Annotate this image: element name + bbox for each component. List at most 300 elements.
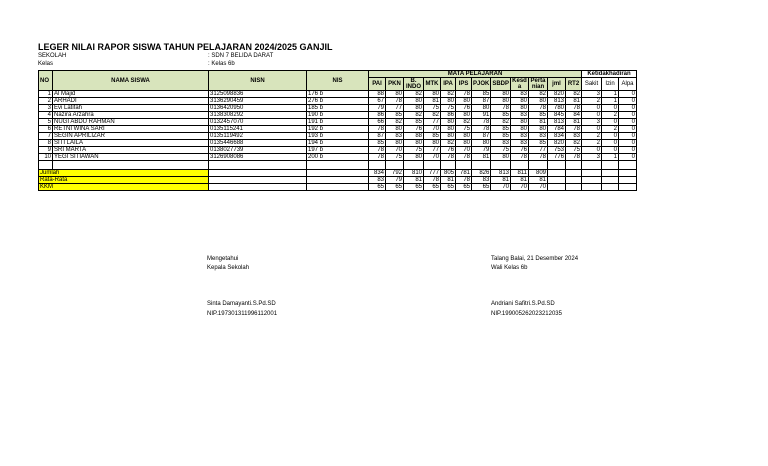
score-cell: 78 <box>472 119 491 126</box>
sign-right-line2: Wali Kelas 6b <box>491 265 528 271</box>
row-no: 8 <box>39 140 53 147</box>
score-cell: 70 <box>456 147 472 154</box>
score-cell: 81 <box>529 119 548 126</box>
sign-right-nip: NIP.199005262023212035 <box>491 311 562 317</box>
header-alpa: Alpa <box>619 78 637 91</box>
absence-cell: 2 <box>582 98 602 105</box>
summary-value: 65 <box>424 184 441 191</box>
absence-cell: 2 <box>602 126 619 133</box>
absence-cell: 0 <box>602 119 619 126</box>
score-cell: 80 <box>491 154 511 161</box>
student-name: SEGIN APRILIZAR <box>53 133 209 140</box>
score-cell: 78 <box>456 91 472 98</box>
score-cell: 85 <box>529 140 548 147</box>
header-subject: Kesd a <box>512 78 527 90</box>
spacer-cell <box>602 161 619 170</box>
header-subject: RT2 <box>566 78 582 91</box>
summary-value: 81 <box>529 177 548 184</box>
summary-empty <box>582 170 602 177</box>
summary-value: 805 <box>441 170 456 177</box>
summary-value: 834 <box>369 170 386 177</box>
summary-empty <box>307 177 369 184</box>
student-nis: 276 b <box>307 98 369 105</box>
score-cell: 80 <box>424 140 441 147</box>
summary-value: 81 <box>404 177 424 184</box>
table-row <box>39 112 637 119</box>
score-cell: 85 <box>386 112 404 119</box>
score-cell: 80 <box>472 140 491 147</box>
score-cell: 80 <box>511 98 529 105</box>
summary-value: 70 <box>491 184 511 191</box>
score-cell: 70 <box>424 154 441 161</box>
table-row <box>39 154 637 161</box>
score-cell: 79 <box>472 147 491 154</box>
header-subject: Perta nian <box>530 78 546 90</box>
table-row <box>39 98 637 105</box>
summary-empty <box>582 184 602 191</box>
table-row <box>39 133 637 140</box>
absence-cell: 0 <box>619 98 637 105</box>
score-cell: 75 <box>456 126 472 133</box>
summary-value: 78 <box>424 177 441 184</box>
absence-cell: 0 <box>582 126 602 133</box>
summary-value: 65 <box>456 184 472 191</box>
sign-left-nip: NIP.197301311996112001 <box>207 311 278 317</box>
score-cell: 780 <box>548 105 566 112</box>
score-cell: 83 <box>386 133 404 140</box>
absence-cell: 0 <box>582 147 602 154</box>
spacer-cell <box>386 161 404 170</box>
header-subject: IPS <box>456 78 472 91</box>
score-cell: 78 <box>529 154 548 161</box>
kelas-label: Kelas <box>38 61 54 67</box>
score-cell: 77 <box>424 147 441 154</box>
absence-cell: 0 <box>619 105 637 112</box>
table-row <box>39 140 637 147</box>
score-cell: 76 <box>456 105 472 112</box>
sign-left-line1: Mengetahui <box>207 256 239 262</box>
absence-cell: 0 <box>619 91 637 98</box>
summary-value: 65 <box>472 184 491 191</box>
student-name: Evi Latifah <box>53 105 209 112</box>
score-cell: 820 <box>548 140 566 147</box>
score-cell: 87 <box>472 98 491 105</box>
summary-value: 81 <box>511 177 529 184</box>
score-cell: 80 <box>529 126 548 133</box>
header-nama-siswa: NAMA SISWA <box>53 71 209 91</box>
table-row <box>39 91 637 98</box>
summary-value: 81 <box>441 177 456 184</box>
summary-value <box>548 170 566 177</box>
score-cell: 83 <box>491 140 511 147</box>
header-mata-pelajaran: MATA PELAJARAN <box>369 71 582 78</box>
score-cell: 78 <box>386 98 404 105</box>
student-nisn: 3136290459 <box>209 98 307 105</box>
row-no: 5 <box>39 119 53 126</box>
score-cell: 82 <box>491 119 511 126</box>
score-cell: 82 <box>404 112 424 119</box>
score-cell: 80 <box>456 112 472 119</box>
spacer-cell <box>472 161 491 170</box>
summary-empty <box>602 177 619 184</box>
score-cell: 88 <box>369 91 386 98</box>
student-nis: 192 b <box>307 126 369 133</box>
score-cell: 80 <box>511 119 529 126</box>
score-cell: 85 <box>529 112 548 119</box>
student-nisn: 0135446688 <box>209 140 307 147</box>
absence-cell: 2 <box>582 140 602 147</box>
sekolah-label: SEKOLAH <box>38 53 67 59</box>
score-cell: 80 <box>441 98 456 105</box>
absence-cell: 3 <box>582 91 602 98</box>
score-cell: 80 <box>404 154 424 161</box>
spacer-cell <box>511 161 529 170</box>
summary-value: 78 <box>456 177 472 184</box>
row-no: 6 <box>39 126 53 133</box>
score-cell: 78 <box>472 126 491 133</box>
score-cell: 80 <box>511 126 529 133</box>
score-cell: 84 <box>566 112 582 119</box>
score-cell: 67 <box>369 98 386 105</box>
sign-left-line2: Kepala Sekolah <box>207 265 250 271</box>
score-cell: 80 <box>456 133 472 140</box>
spacer-cell <box>491 161 511 170</box>
score-cell: 76 <box>511 147 529 154</box>
summary-value <box>566 184 582 191</box>
spacer-cell <box>441 161 456 170</box>
spacer-cell <box>548 161 566 170</box>
score-cell: 82 <box>566 91 582 98</box>
summary-value: 810 <box>404 170 424 177</box>
score-cell: 75 <box>424 105 441 112</box>
score-cell: 82 <box>456 119 472 126</box>
summary-value: 777 <box>424 170 441 177</box>
score-cell: 78 <box>566 154 582 161</box>
header-subject: MTK <box>424 78 441 91</box>
row-no: 1 <box>39 91 53 98</box>
score-cell: 83 <box>511 112 529 119</box>
spacer-cell <box>529 161 548 170</box>
leger-table <box>38 70 637 191</box>
score-cell: 83 <box>511 140 529 147</box>
score-cell: 85 <box>491 112 511 119</box>
absence-cell: 0 <box>619 140 637 147</box>
score-cell: 80 <box>456 140 472 147</box>
score-cell: 77 <box>386 105 404 112</box>
score-cell: 82 <box>441 140 456 147</box>
score-cell: 78 <box>566 126 582 133</box>
student-name: YEGI SITIAWAN <box>53 154 209 161</box>
student-nisn: 0136420950 <box>209 105 307 112</box>
score-cell: 78 <box>456 154 472 161</box>
score-cell: 80 <box>441 119 456 126</box>
student-nisn: 3138308292 <box>209 112 307 119</box>
score-cell: 78 <box>441 154 456 161</box>
row-no: 3 <box>39 105 53 112</box>
spacer-cell <box>369 161 386 170</box>
score-cell: 76 <box>404 126 424 133</box>
student-nis: 185 b <box>307 105 369 112</box>
score-cell: 77 <box>529 147 548 154</box>
score-cell: 784 <box>548 126 566 133</box>
score-cell: 77 <box>424 119 441 126</box>
summary-row <box>39 177 637 184</box>
score-cell: 80 <box>456 98 472 105</box>
score-cell: 83 <box>511 133 529 140</box>
score-cell: 83 <box>511 91 529 98</box>
score-cell: 776 <box>548 154 566 161</box>
summary-row <box>39 170 637 177</box>
absence-cell: 0 <box>602 147 619 154</box>
header-subject: B. INDO <box>404 78 424 91</box>
student-nisn: 0135119492 <box>209 133 307 140</box>
score-cell: 82 <box>566 140 582 147</box>
row-no: 10 <box>39 154 53 161</box>
spacer-cell <box>566 161 582 170</box>
row-no: 7 <box>39 133 53 140</box>
table-row <box>39 147 637 154</box>
score-cell: 80 <box>424 91 441 98</box>
absence-cell: 0 <box>619 133 637 140</box>
score-cell: 82 <box>386 119 404 126</box>
score-cell: 834 <box>548 133 566 140</box>
student-nis: 200 b <box>307 154 369 161</box>
score-cell: 70 <box>386 147 404 154</box>
header-subject: IPA <box>441 78 456 91</box>
row-no: 9 <box>39 147 53 154</box>
score-cell: 85 <box>491 126 511 133</box>
absence-cell: 0 <box>619 147 637 154</box>
summary-value: 70 <box>511 184 529 191</box>
summary-value: 81 <box>491 177 511 184</box>
score-cell: 86 <box>441 112 456 119</box>
score-cell: 80 <box>441 133 456 140</box>
score-cell: 82 <box>404 91 424 98</box>
student-name: SRI MARTA <box>53 147 209 154</box>
score-cell: 80 <box>491 91 511 98</box>
summary-value: 83 <box>472 177 491 184</box>
row-no: 2 <box>39 98 53 105</box>
absence-cell: 2 <box>602 112 619 119</box>
absence-cell: 0 <box>582 105 602 112</box>
score-cell: 87 <box>369 133 386 140</box>
score-cell: 80 <box>386 140 404 147</box>
student-nis: 197 b <box>307 147 369 154</box>
spacer-cell <box>456 161 472 170</box>
sekolah-value: : SDN 7 BELIDA DARAT <box>208 53 274 59</box>
student-nisn: 3125098836 <box>209 91 307 98</box>
absence-cell: 0 <box>602 133 619 140</box>
spacer-cell <box>39 161 53 170</box>
student-nis: 190 b <box>307 112 369 119</box>
absence-cell: 1 <box>602 154 619 161</box>
score-cell: 75 <box>491 147 511 154</box>
header-subject: PJOK <box>472 78 491 91</box>
student-nisn: 0135115241 <box>209 126 307 133</box>
student-nis: 176 b <box>307 91 369 98</box>
score-cell: 76 <box>441 147 456 154</box>
student-name: NUGI ABDU RAHMAN <box>53 119 209 126</box>
score-cell: 813 <box>548 98 566 105</box>
summary-empty <box>619 184 637 191</box>
table-row <box>39 126 637 133</box>
score-cell: 78 <box>369 147 386 154</box>
absence-cell: 2 <box>582 133 602 140</box>
student-nisn: 0132457070 <box>209 119 307 126</box>
score-cell: 80 <box>404 98 424 105</box>
sign-right-line1: Talang Balai, 21 Desember 2024 <box>491 256 579 262</box>
summary-empty <box>619 177 637 184</box>
score-cell: 85 <box>404 119 424 126</box>
summary-empty <box>602 170 619 177</box>
header-subject: PAI <box>369 78 386 91</box>
score-cell: 82 <box>424 112 441 119</box>
summary-value: 811 <box>511 170 529 177</box>
summary-value: 809 <box>529 170 548 177</box>
score-cell: 813 <box>548 119 566 126</box>
score-cell: 845 <box>548 112 566 119</box>
absence-cell: 0 <box>619 119 637 126</box>
spacer-cell <box>582 161 602 170</box>
score-cell: 80 <box>386 126 404 133</box>
spacer-cell <box>53 161 209 170</box>
score-cell: 86 <box>369 112 386 119</box>
summary-empty <box>602 184 619 191</box>
spacer-cell <box>209 161 307 170</box>
score-cell: 78 <box>529 105 548 112</box>
score-cell: 80 <box>404 105 424 112</box>
absence-cell: 0 <box>602 105 619 112</box>
student-nis: 193 b <box>307 133 369 140</box>
score-cell: 87 <box>472 133 491 140</box>
summary-value <box>548 184 566 191</box>
summary-value <box>566 177 582 184</box>
summary-value: 813 <box>491 170 511 177</box>
document-title: LEGER NILAI RAPOR SISWA TAHUN PELAJARAN 2024/2025 GANJIL <box>38 42 333 52</box>
score-cell: 75 <box>386 154 404 161</box>
score-cell: 820 <box>548 91 566 98</box>
absence-cell: 1 <box>602 91 619 98</box>
sign-left-name: Sinta Damayanti.S.Pd.SD <box>207 301 276 307</box>
score-cell: 82 <box>529 91 548 98</box>
absence-cell: 0 <box>582 112 602 119</box>
header-sakit: Sakit <box>582 78 602 91</box>
score-cell: 78 <box>566 105 582 112</box>
score-cell: 75 <box>566 147 582 154</box>
summary-empty <box>209 184 307 191</box>
score-cell: 80 <box>529 98 548 105</box>
summary-value: 83 <box>369 177 386 184</box>
score-cell: 70 <box>424 126 441 133</box>
score-cell: 81 <box>472 154 491 161</box>
student-name: Al Majid <box>53 91 209 98</box>
score-cell: 83 <box>529 133 548 140</box>
row-no: 4 <box>39 112 53 119</box>
score-cell: 80 <box>386 91 404 98</box>
header-subject: PKN <box>386 78 404 91</box>
summary-empty <box>582 177 602 184</box>
score-cell: 85 <box>491 133 511 140</box>
score-cell: 78 <box>369 126 386 133</box>
student-name: Nazira Arzahra <box>53 112 209 119</box>
score-cell: 88 <box>404 133 424 140</box>
summary-label: Rata-Rata <box>39 177 209 184</box>
summary-value: 65 <box>404 184 424 191</box>
score-cell: 75 <box>404 147 424 154</box>
summary-value: 781 <box>456 170 472 177</box>
score-cell: 80 <box>404 140 424 147</box>
summary-label: Jumlah <box>39 170 209 177</box>
score-cell: 78 <box>491 105 511 112</box>
absence-cell: 0 <box>619 112 637 119</box>
student-name: SITI LAILA <box>53 140 209 147</box>
summary-value: 65 <box>441 184 456 191</box>
score-cell: 78 <box>369 154 386 161</box>
score-cell: 80 <box>511 105 529 112</box>
kelas-value: : Kelas 6b <box>208 61 235 67</box>
summary-empty <box>307 184 369 191</box>
score-cell: 75 <box>441 105 456 112</box>
summary-value: 70 <box>529 184 548 191</box>
absence-cell: 1 <box>602 98 619 105</box>
score-cell: 83 <box>566 133 582 140</box>
spacer-row <box>39 161 637 170</box>
score-cell: 66 <box>369 119 386 126</box>
score-cell: 85 <box>369 140 386 147</box>
score-cell: 80 <box>491 98 511 105</box>
header-ketidakhadiran: Ketidakhadiran <box>582 71 637 78</box>
score-cell: 80 <box>441 126 456 133</box>
summary-empty <box>209 177 307 184</box>
student-nisn: 0138027739 <box>209 147 307 154</box>
score-cell: 79 <box>369 105 386 112</box>
summary-empty <box>209 170 307 177</box>
absence-cell: 0 <box>619 126 637 133</box>
score-cell: 81 <box>424 98 441 105</box>
student-name: RETNI WINA SARI <box>53 126 209 133</box>
summary-value: 792 <box>386 170 404 177</box>
summary-value: 65 <box>369 184 386 191</box>
score-cell: 81 <box>566 119 582 126</box>
summary-value <box>548 177 566 184</box>
header-subject: jml <box>548 78 566 91</box>
score-cell: 81 <box>566 98 582 105</box>
header-nisn: NISN <box>209 71 307 91</box>
summary-row <box>39 184 637 191</box>
spacer-cell <box>424 161 441 170</box>
score-cell: 85 <box>472 91 491 98</box>
summary-value: 79 <box>386 177 404 184</box>
summary-empty <box>307 170 369 177</box>
score-cell: 82 <box>441 91 456 98</box>
score-cell: 753 <box>548 147 566 154</box>
score-cell: 80 <box>472 105 491 112</box>
absence-cell: 3 <box>582 119 602 126</box>
student-nisn: 3126908086 <box>209 154 307 161</box>
score-cell: 78 <box>511 154 529 161</box>
header-subject: SBDP <box>491 78 511 91</box>
header-izin: Izin <box>602 78 619 91</box>
summary-label: KKM <box>39 184 209 191</box>
score-cell: 85 <box>424 133 441 140</box>
header-nis: NIS <box>307 71 369 91</box>
score-cell: 91 <box>472 112 491 119</box>
summary-value: 826 <box>472 170 491 177</box>
table-row <box>39 119 637 126</box>
header-no: NO <box>39 71 53 91</box>
student-nis: 194 b <box>307 140 369 147</box>
absence-cell: 3 <box>582 154 602 161</box>
